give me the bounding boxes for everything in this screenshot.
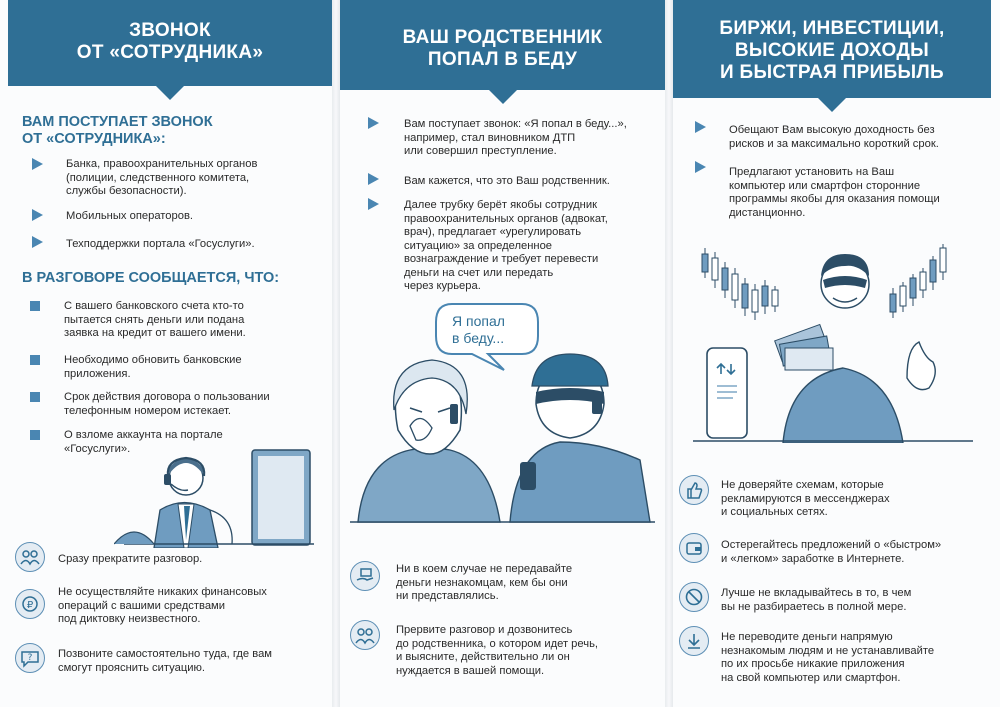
tip-beware-easy-money [721, 539, 941, 566]
text-line: Банка, правоохранительных органов [66, 158, 258, 170]
text-line: Техподдержки портала «Госуслуги». [66, 238, 255, 250]
text-line: Лучше не вкладывайтесь в то, в чем [721, 587, 912, 599]
text-line: и выясните, действительно ли он [396, 651, 570, 663]
call-center-operator-illustration [114, 440, 324, 548]
text-line: нуждается в вашей помощи. [396, 664, 545, 677]
text-line: Далее трубку берёт якобы сотрудник [404, 199, 597, 211]
triangle-bullet-icon [32, 236, 43, 248]
point-remote-software [729, 166, 940, 220]
square-bullet-icon [30, 301, 40, 311]
prohibited-icon [679, 582, 709, 612]
ruble-exchange-icon [15, 589, 45, 619]
triangle-bullet-icon [32, 158, 43, 170]
text-line: службы безопасности). [66, 185, 187, 197]
text-line: Не доверяйте схемам, которые [721, 479, 884, 491]
text-line: О взломе аккаунта на портале [64, 429, 223, 441]
point-high-returns [729, 124, 939, 151]
text-line: Вам поступает звонок: «Я попал в беду...», [404, 118, 627, 130]
text-line: Необходимо обновить банковские [64, 354, 242, 366]
point-fake-officer [404, 199, 608, 294]
text-line: Остерегайтесь предложений о «быстром» [721, 539, 942, 551]
column-employee-call [8, 0, 332, 707]
column-investments [673, 0, 991, 707]
text-line: правоохранительных органов (адвокат, [404, 212, 608, 225]
text-line: Предлагают установить на Ваш [729, 166, 895, 178]
scammer-investor-illustration [693, 228, 973, 443]
tip-dont-invest-unknown [721, 587, 911, 614]
caller-bank [66, 158, 257, 199]
text-line: рекламируются в мессенджерах [721, 492, 890, 505]
people-icon [350, 620, 380, 650]
square-bullet-icon [30, 430, 40, 440]
triangle-bullet-icon [368, 198, 379, 210]
claim-update-apps [64, 354, 242, 381]
text-line: вы не разбираетесь в полной мере. [721, 600, 907, 613]
text-line: приложения. [64, 367, 131, 380]
text-line: вознаграждение и требует перевести [404, 253, 599, 265]
heading-line: ВАМ ПОСТУПАЕТ ЗВОНОК [22, 114, 213, 130]
banner-line: БИРЖИ, ИНВЕСТИЦИИ, [719, 18, 945, 39]
text-line: Позвоните самостоятельно туда, где вам [58, 648, 272, 660]
text-line: Ни в коем случае не передавайте [396, 563, 573, 575]
text-line: Срок действия договора о пользовании [64, 391, 270, 403]
text-line: (полиции, следственного комитета, [66, 171, 250, 184]
speech-bubble-text [452, 313, 505, 347]
heading-call-from [22, 114, 213, 148]
text-line: заявка на кредит от вашего имени. [64, 327, 246, 339]
text-line: компьютер или смартфон сторонние [729, 179, 921, 192]
claim-contract [64, 391, 270, 418]
fold-divider [332, 0, 340, 707]
banner-pointer [156, 86, 184, 100]
text-line: ситуацию» за определенное [404, 239, 553, 252]
text-line: Я попал [452, 313, 505, 329]
caller-mobile [66, 210, 193, 224]
thumbs-up-icon [679, 475, 709, 505]
tip-call-relative [396, 624, 598, 678]
svg-text:?: ? [27, 653, 33, 663]
banner-line: И БЫСТРАЯ ПРИБЫЛЬ [719, 62, 945, 83]
text-line: «Госуслуги». [64, 442, 131, 455]
text-line: Прервите разговор и дозвонитесь [396, 624, 573, 636]
banner-employee-call [8, 0, 332, 86]
tip-dont-give-money [396, 563, 572, 604]
banner-line: ПОПАЛ В БЕДУ [427, 49, 578, 70]
triangle-bullet-icon [368, 173, 379, 185]
banner-line: ЗВОНОК [129, 20, 211, 41]
tip-dont-trust-schemes [721, 479, 890, 520]
text-line: Не переводите деньги напрямую [721, 631, 893, 643]
text-line: программы якобы для оказания помощи [729, 193, 940, 205]
text-line: деньги незнакомцам, кем бы они [396, 576, 568, 589]
claim-account [64, 300, 246, 341]
text-line: Вам кажется, что это Ваш родственник. [404, 175, 610, 187]
banner-pointer [818, 98, 846, 112]
text-line: например, стал виновником ДТП [404, 131, 576, 144]
triangle-bullet-icon [695, 161, 706, 173]
tip-no-transactions [58, 586, 267, 627]
text-line: Мобильных операторов. [66, 210, 194, 222]
stop-call-icon [15, 542, 45, 572]
text-line: смогут прояснить ситуацию. [58, 661, 205, 674]
text-line: через курьера. [404, 280, 481, 292]
point-incoming-call [404, 118, 627, 159]
triangle-bullet-icon [32, 209, 43, 221]
banner-line: ОТ «СОТРУДНИКА» [76, 42, 264, 63]
fold-divider [665, 0, 673, 707]
text-line: врач), предлагает «урегулировать [404, 226, 582, 238]
heading-conversation: В РАЗГОВОРЕ СООБЩАЕТСЯ, ЧТО: [22, 270, 280, 286]
text-line: Обещают Вам высокую доходность без [729, 124, 935, 136]
square-bullet-icon [30, 392, 40, 402]
svg-text:₽: ₽ [26, 600, 34, 611]
triangle-bullet-icon [368, 117, 379, 129]
text-line: деньги на счет или передать [404, 266, 554, 279]
text-line: под диктовку неизвестного. [58, 613, 201, 625]
tip-stop-conversation [58, 553, 202, 567]
banner-relative-trouble [340, 0, 665, 90]
download-arrow-icon [679, 626, 709, 656]
text-line: дистанционно. [729, 206, 806, 219]
text-line: С вашего банковского счета кто-то [64, 300, 244, 312]
question-bubble-icon [15, 643, 45, 673]
text-line: и «легком» заработке в Интернете. [721, 552, 905, 565]
wallet-icon [679, 533, 709, 563]
tip-dont-transfer-install [721, 631, 934, 685]
tip-call-yourself [58, 648, 272, 675]
text-line: до родственника, о котором идет речь, [396, 637, 599, 650]
text-line: ни представлялись. [396, 590, 499, 602]
text-line: незнакомым людям и не устанавливайте [721, 644, 935, 657]
text-line: телефонным номером истекает. [64, 404, 232, 417]
text-line: операций с вашими средствами [58, 599, 225, 612]
text-line: Сразу прекратите разговор. [58, 553, 203, 565]
money-hand-icon [350, 561, 380, 591]
text-line: на свой компьютер или смартфон. [721, 671, 901, 684]
square-bullet-icon [30, 355, 40, 365]
triangle-bullet-icon [695, 121, 706, 133]
banner-investments [673, 0, 991, 98]
text-line: и социальных сетях. [721, 506, 828, 518]
text-line: Не осуществляйте никаких финансовых [58, 586, 267, 598]
banner-line: ВАШ РОДСТВЕННИК [402, 27, 603, 48]
text-line: или совершил преступление. [404, 145, 557, 157]
text-line: в беду... [452, 330, 505, 346]
heading-line: ОТ «СОТРУДНИКА»: [22, 131, 166, 147]
point-seems-relative [404, 175, 610, 189]
caller-gosuslugi [66, 238, 255, 252]
victim-and-scammer-illustration [350, 350, 655, 525]
column-relative-trouble [340, 0, 665, 707]
banner-line: ВЫСОКИЕ ДОХОДЫ [734, 40, 930, 61]
text-line: рисков и за максимально короткий срок. [729, 137, 939, 150]
text-line: пытается снять деньги или подана [64, 313, 245, 326]
text-line: по их просьбе никакие приложения [721, 658, 905, 670]
banner-pointer [489, 90, 517, 104]
